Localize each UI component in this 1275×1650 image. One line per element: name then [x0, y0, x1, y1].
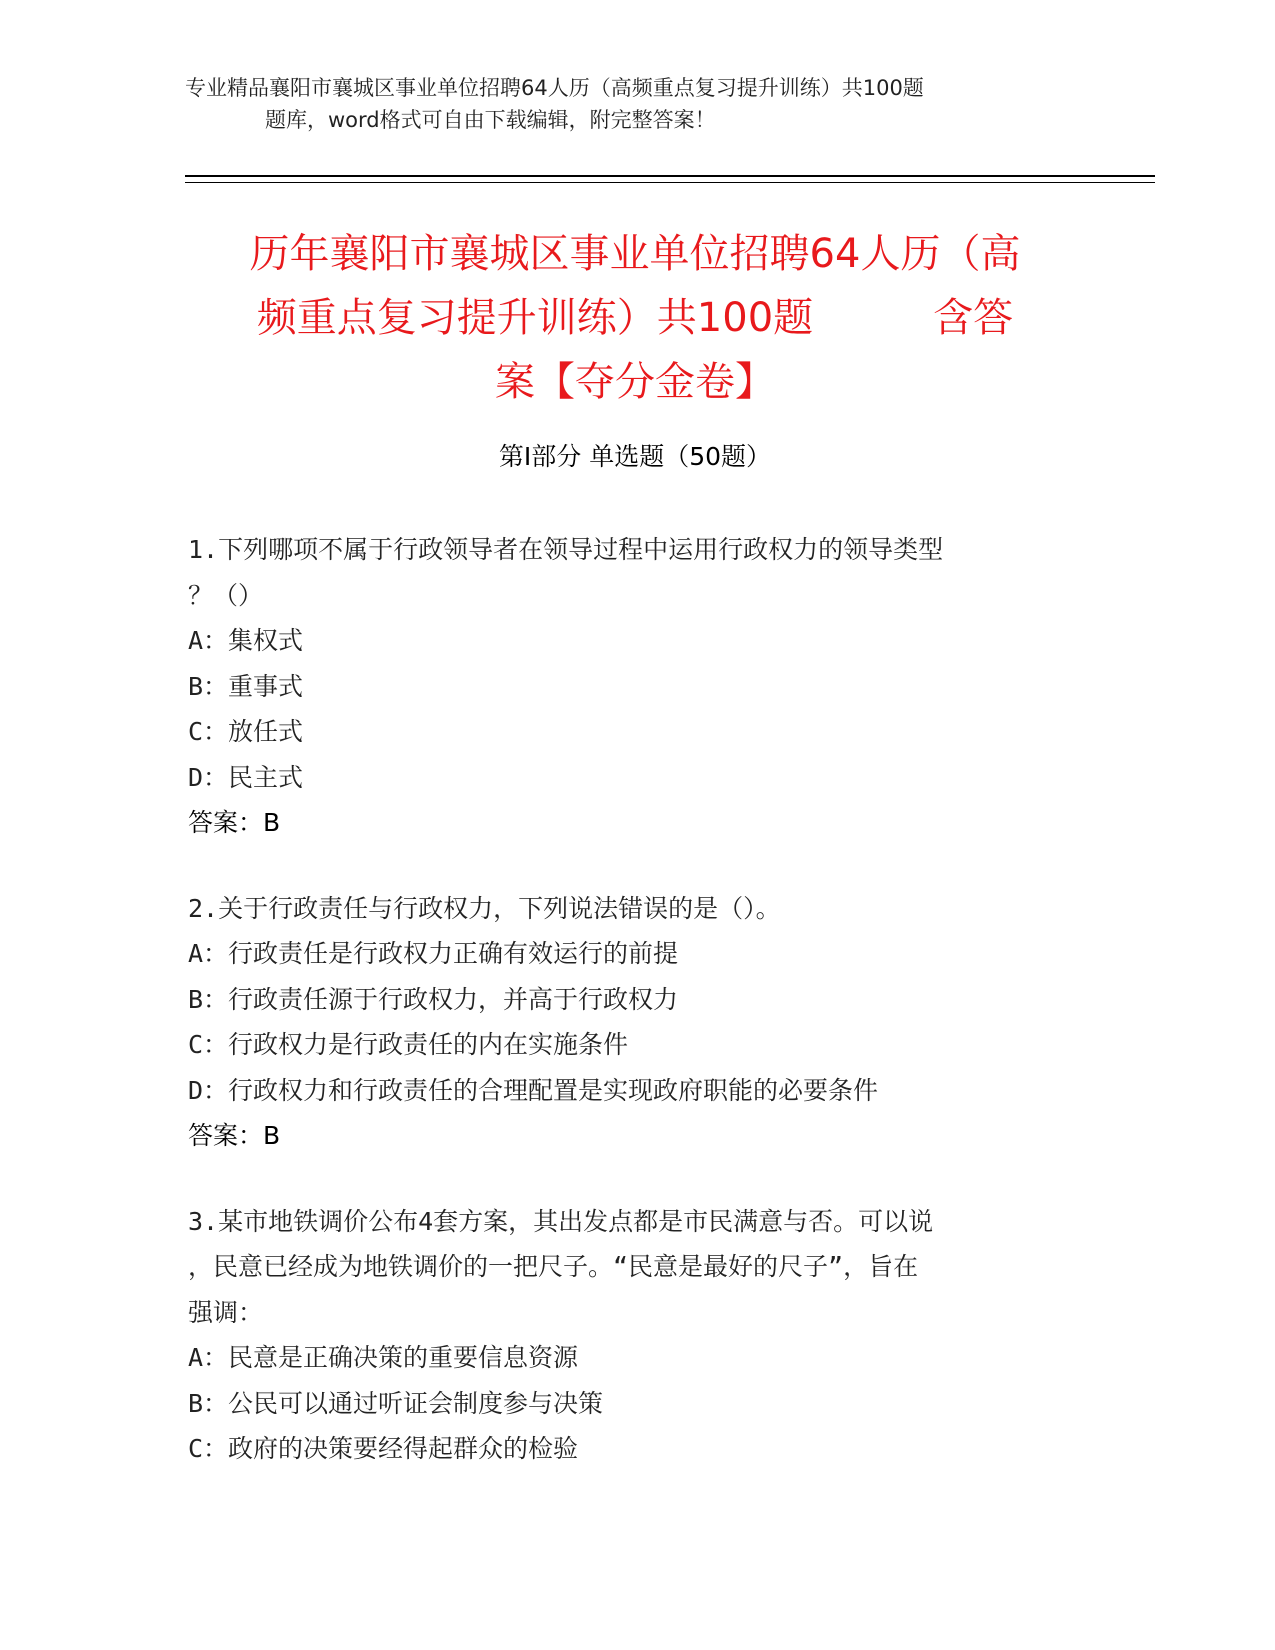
option-b: B：行政责任源于行政权力，并高于行政权力	[188, 984, 679, 1014]
option-c: C：政府的决策要经得起群众的检验	[188, 1434, 579, 1463]
header-note	[185, 72, 1085, 136]
question-list	[188, 527, 1088, 1512]
answer: 答案：B	[188, 808, 281, 837]
section-heading: 第Ⅰ部分 单选题（50题）	[498, 442, 772, 471]
title-line-1: 历年襄阳市襄城区事业单位招聘64人历（高	[249, 231, 1021, 277]
question-stem-line: ？（）	[188, 580, 264, 610]
document-title	[185, 222, 1085, 414]
option-c: C：放任式	[188, 717, 304, 746]
title-line-2: 频重点复习提升训练）共100题 含答	[256, 295, 1014, 341]
question-stem-line: ，民意已经成为地铁调价的一把尺子。“民意是最好的尺子”，旨在	[188, 1252, 919, 1281]
option-b: B：公民可以通过听证会制度参与决策	[188, 1388, 604, 1418]
question-stem-line: 2.关于行政责任与行政权力，下列说法错误的是（）。	[188, 893, 781, 923]
title-line-3: 案【夺分金卷】	[495, 359, 775, 405]
answer: 答案：B	[188, 1121, 281, 1150]
question-stem-line: 强调：	[188, 1297, 264, 1327]
header-rule-thin	[185, 182, 1155, 183]
option-a: A：集权式	[188, 626, 304, 655]
option-b: B：重事式	[188, 671, 304, 701]
header-rule-thick	[185, 175, 1155, 177]
question-2	[188, 886, 1088, 1159]
option-d: D：行政权力和行政责任的合理配置是实现政府职能的必要条件	[188, 1075, 879, 1105]
question-3	[188, 1199, 1088, 1472]
header-note-line-1: 专业精品襄阳市襄城区事业单位招聘64人历（高频重点复习提升训练）共100题	[185, 76, 924, 100]
option-a: A：行政责任是行政权力正确有效运行的前提	[188, 939, 679, 968]
option-c: C：行政权力是行政责任的内在实施条件	[188, 1030, 629, 1059]
header-note-line-2: 题库，word格式可自由下载编辑，附完整答案！	[265, 108, 716, 132]
option-a: A：民意是正确决策的重要信息资源	[188, 1343, 579, 1372]
question-1	[188, 527, 1088, 846]
option-d: D：民主式	[188, 762, 304, 792]
question-stem-line: 3.某市地铁调价公布4套方案，其出发点都是市民满意与否。可以说	[188, 1206, 934, 1236]
question-stem-line: 1.下列哪项不属于行政领导者在领导过程中运用行政权力的领导类型	[188, 535, 944, 564]
